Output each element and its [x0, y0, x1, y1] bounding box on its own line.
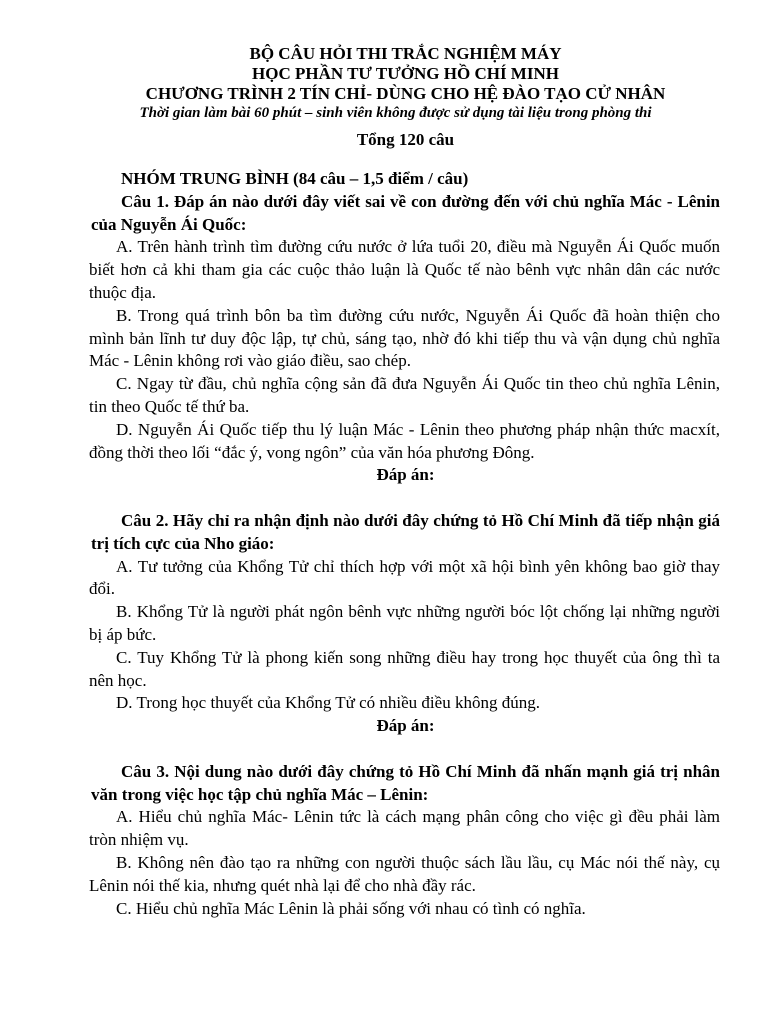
- group-title: NHÓM TRUNG BÌNH (84 câu – 1,5 điểm / câu): [121, 169, 469, 188]
- option-c: C. Hiểu chủ nghĩa Mác Lênin là phải sống với nhau có tình có nghĩa.: [116, 898, 586, 918]
- total-questions: Tổng 120 câu: [356, 130, 455, 149]
- option-d: D. Nguyễn Ái Quốc tiếp thu lý luận Mác - Lênin theo phương pháp nhận thức macxít, đồng thời theo lối “đắc ý, vong ngôn” của văn hóa phương Đông.: [89, 419, 720, 462]
- question-title: Câu 1. Đáp án nào dưới đây viết sai về con đường đến với chủ nghĩa Mác - Lênin của Nguyễn Ái Quốc:: [91, 191, 720, 234]
- header-line-3: CHƯƠNG TRÌNH 2 TÍN CHỈ- DÙNG CHO HỆ ĐÀO TẠO CỬ NHÂN: [145, 84, 666, 103]
- answer-label: Đáp án:: [376, 716, 435, 736]
- option-a: A. Tư tưởng của Khổng Tử chỉ thích hợp với một xã hội bình yên không bao giờ thay đổi.: [89, 556, 720, 599]
- option-c: C. Tuy Khổng Tử là phong kiến song những điều hay trong học thuyết của ông thì ta nên học.: [89, 647, 720, 690]
- exam-note: Thời gian làm bài 60 phút – sinh viên không được sử dụng tài liệu trong phòng thi: [139, 105, 652, 121]
- question-title: Câu 2. Hãy chỉ ra nhận định nào dưới đây chứng tỏ Hồ Chí Minh đã tiếp nhận giá trị tích cực của Nho giáo:: [91, 510, 720, 553]
- option-a: A. Hiểu chủ nghĩa Mác- Lênin tức là cách mạng phân công cho việc gì đều phải làm tròn nhiệm vụ.: [89, 807, 720, 850]
- question-2: [91, 510, 720, 738]
- option-a: A. Trên hành trình tìm đường cứu nước ở lứa tuổi 20, điều mà Nguyễn Ái Quốc muốn biết hơn cả khi tham gia các cuộc thảo luận là Quốc tế nào bênh vực nhân dân các nước thuộc địa.: [89, 237, 720, 302]
- option-b: B. Không nên đào tạo ra những con người thuộc sách lầu lầu, cụ Mác nói thế này, cụ Lênin nói thế kia, nhưng quét nhà lại để cho nhà đầy rác.: [89, 852, 720, 895]
- answer-label: Đáp án:: [376, 465, 435, 485]
- option-c: C. Ngay từ đầu, chủ nghĩa cộng sản đã đưa Nguyễn Ái Quốc tin theo chủ nghĩa Lênin, tin theo Quốc tế thứ ba.: [89, 374, 720, 416]
- option-b: B. Trong quá trình bôn ba tìm đường cứu nước, Nguyễn Ái Quốc đã hoàn thiện cho mình bản lĩnh tư duy độc lập, tự chủ, sáng tạo, nhờ đó khi tiếp thu và vận dụng chủ nghĩa Mác - Lênin không rơi vào giáo điều, sao chép.: [89, 305, 720, 371]
- option-d: D. Trong học thuyết của Khổng Tử có nhiều điều không đúng.: [116, 693, 540, 713]
- question-3: [91, 761, 720, 921]
- document-body: [91, 168, 720, 920]
- question-title: Câu 3. Nội dung nào dưới đây chứng tỏ Hồ Chí Minh đã nhấn mạnh giá trị nhân văn trong việc học tập chủ nghĩa Mác – Lênin:: [91, 761, 720, 804]
- option-b: B. Khổng Tử là người phát ngôn bênh vực những người bóc lột chống lại những người bị áp bức.: [89, 602, 720, 644]
- question-1: [91, 191, 720, 487]
- header-line-2: HỌC PHẦN TƯ TƯỞNG HỒ CHÍ MINH: [252, 64, 559, 83]
- header-line-1: BỘ CÂU HỎI THI TRẮC NGHIỆM MÁY: [249, 44, 562, 63]
- document-header: [91, 44, 720, 150]
